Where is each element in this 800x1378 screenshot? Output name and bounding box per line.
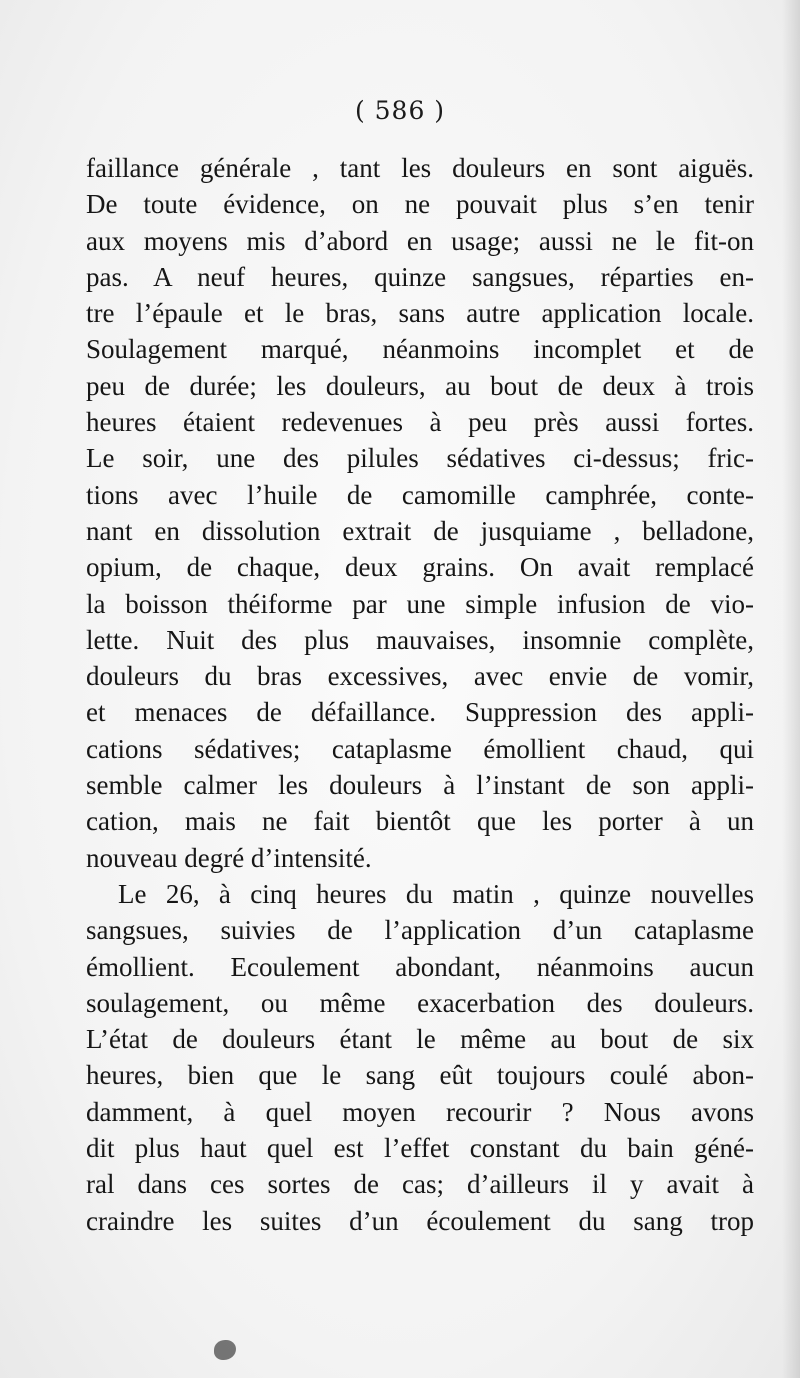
text-line: cation, mais ne fait bientôt que les porter à un — [86, 806, 754, 837]
text-line: cations sédatives; cataplasme émollient chaud, qui — [86, 733, 754, 764]
text-line: Le soir, une des pilules sédatives ci-dessus; fric- — [86, 443, 754, 474]
text-line: Le 26, à cinq heures du matin , quinze nouvelles — [118, 878, 754, 909]
text-line: heures étaient redevenues à peu près aussi fortes. — [86, 407, 754, 438]
text-line: lette. Nuit des plus mauvaises, insomnie complète, — [86, 624, 754, 655]
text-line: L’état de douleurs étant le même au bout de six — [86, 1024, 754, 1055]
text-line: semble calmer les douleurs à l’instant de son appli- — [86, 770, 754, 801]
text-line: ral dans ces sortes de cas; d’ailleurs il y avait à — [86, 1169, 754, 1200]
text-line: tions avec l’huile de camomille camphrée, conte- — [86, 479, 754, 510]
text-line: nouveau degré d’intensité. — [86, 842, 372, 873]
text-line: la boisson théiforme par une simple infusion de vio- — [86, 588, 754, 619]
text-line: peu de durée; les douleurs, au bout de deux à trois — [86, 370, 754, 401]
text-line: damment, à quel moyen recourir ? Nous avons — [86, 1096, 754, 1127]
text-line: faillance générale , tant les douleurs en sont aiguës. — [86, 153, 754, 183]
text-line: soulagement, ou même exacerbation des douleurs. — [86, 987, 754, 1018]
page-edge-shadow — [782, 0, 800, 1378]
text-line: émollient. Ecoulement abondant, néanmoins aucun — [86, 951, 754, 982]
text-line: De toute évidence, on ne pouvait plus s’en tenir — [86, 189, 754, 220]
text-line: pas. A neuf heures, quinze sangsues, réparties en- — [86, 261, 754, 292]
text-line: dit plus haut quel est l’effet constant du bain géné- — [86, 1133, 754, 1164]
body-text — [86, 150, 754, 1239]
text-line: tre l’épaule et le bras, sans autre application locale. — [86, 298, 754, 329]
text-line: Soulagement marqué, néanmoins incomplet et de — [86, 334, 754, 365]
text-line: aux moyens mis d’abord en usage; aussi ne le fit-on — [86, 225, 754, 256]
text-line: opium, de chaque, deux grains. On avait remplacé — [86, 552, 754, 583]
text-line: sangsues, suivies de l’application d’un cataplasme — [86, 915, 754, 946]
text-line: nant en dissolution extrait de jusquiame , belladone, — [86, 515, 754, 546]
ink-blot — [214, 1340, 236, 1360]
text-line: heures, bien que le sang eût toujours coulé abon- — [86, 1060, 754, 1091]
text-line: douleurs du bras excessives, avec envie de vomir, — [86, 661, 754, 692]
page-number: ( 586 ) — [354, 96, 446, 125]
text-line: craindre les suites d’un écoulement du sang trop — [86, 1205, 754, 1236]
text-line: et menaces de défaillance. Suppression des appli- — [86, 697, 754, 728]
